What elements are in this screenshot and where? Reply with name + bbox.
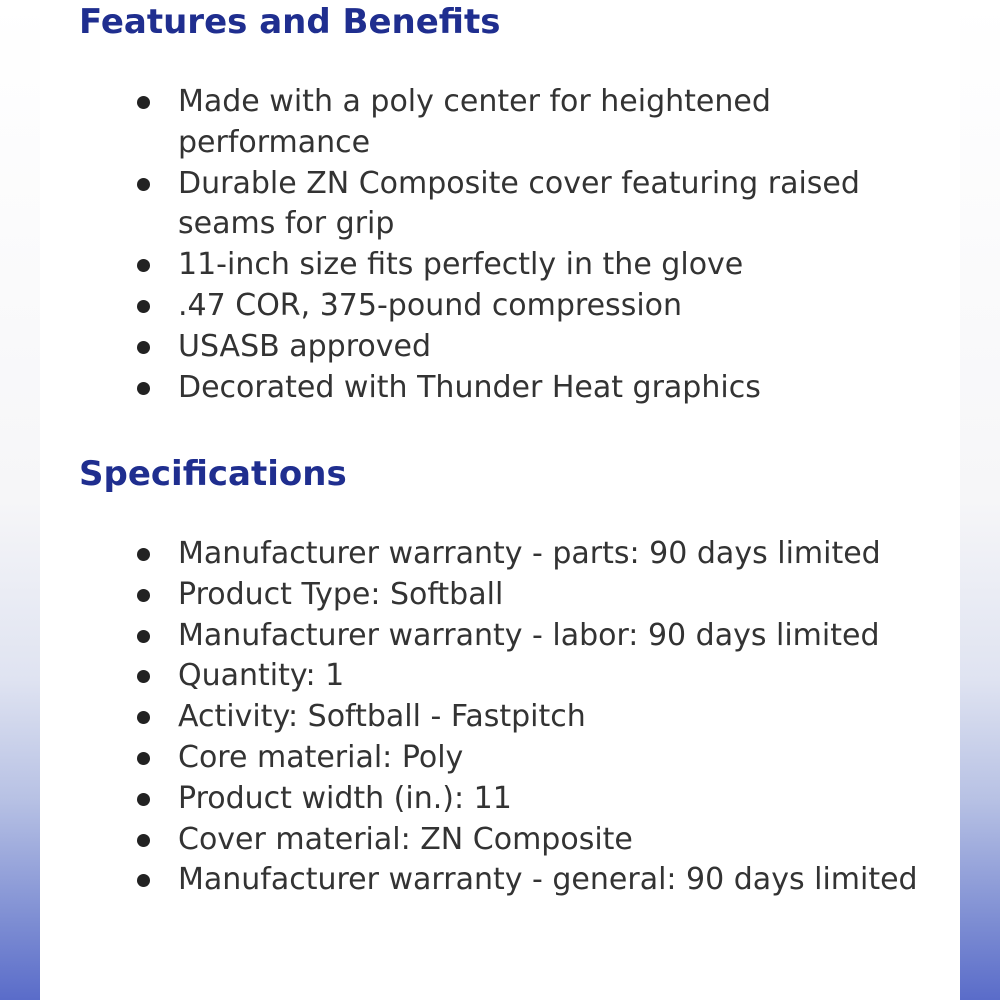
list-item-text: Product Type: Softball: [178, 576, 504, 612]
list-item: [40, 697, 940, 738]
list-item-text: Manufacturer warranty - parts: 90 days limited: [178, 536, 881, 571]
list-item: [40, 738, 940, 779]
list-item: [40, 164, 940, 246]
list-item: [40, 82, 940, 164]
list-item: [40, 286, 940, 327]
list-item-text: Durable ZN Composite cover featuring raised seams for grip: [178, 165, 860, 242]
list-item-text: 11-inch size fits perfectly in the glove: [178, 247, 744, 283]
list-item-text: Cover material: ZN Composite: [178, 821, 633, 857]
list-item: [40, 820, 940, 861]
list-item-text: Quantity: 1: [178, 658, 345, 694]
right-side-gradient: [960, 0, 1000, 1000]
list-item-text: USASB approved: [178, 328, 431, 364]
left-side-gradient: [0, 0, 40, 1000]
list-item-text: Made with a poly center for heightened performance: [178, 84, 771, 160]
list-item: [40, 616, 940, 657]
list-item-text: Activity: Softball - Fastpitch: [178, 699, 586, 735]
specifications-heading: Specifications: [79, 454, 347, 494]
list-item: [40, 779, 940, 820]
list-item-text: Core material: Poly: [178, 739, 464, 775]
features-list: [40, 82, 940, 408]
list-item-text: Product width (in.): 11: [178, 780, 512, 816]
product-details-card: [40, 0, 960, 1000]
list-item-text: Manufacturer warranty - labor: 90 days limited: [178, 617, 880, 653]
list-item: [40, 327, 940, 368]
list-item-text: Decorated with Thunder Heat graphics: [178, 369, 761, 405]
list-item: [40, 245, 940, 286]
list-item: [40, 368, 940, 409]
list-item: [40, 656, 940, 697]
list-item-text: Manufacturer warranty - general: 90 days limited: [178, 862, 918, 898]
list-item: [40, 860, 940, 901]
specifications-list: [40, 534, 940, 901]
list-item: [40, 534, 940, 575]
list-item-text: .47 COR, 375-pound compression: [178, 287, 683, 323]
features-heading: Features and Benefits: [79, 2, 501, 42]
list-item: [40, 575, 940, 616]
